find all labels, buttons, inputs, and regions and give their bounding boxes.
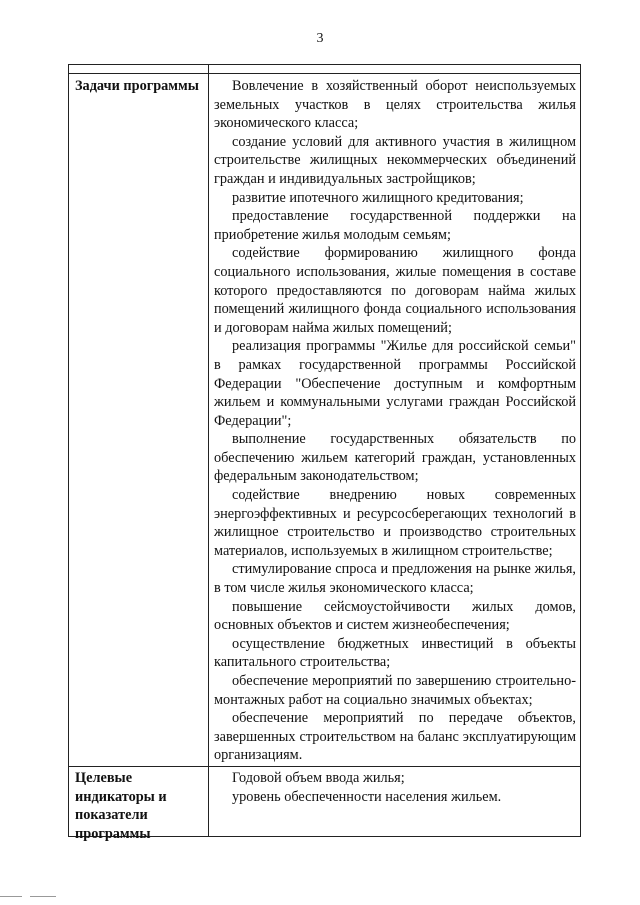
scan-artifact (0, 896, 22, 897)
column-divider (208, 65, 209, 836)
scan-artifact (30, 896, 56, 897)
list-item: создание условий для активного участия в жилищном строительстве жилищных некоммерческих объединений граждан и индивидуальных застройщиков; (214, 133, 576, 187)
list-item: стимулирование спроса и предложения на рынке жилья, в том числе жилья экономического класса; (214, 561, 576, 597)
list-item: развитие ипотечного жилищного кредитования; (232, 189, 524, 206)
list-item: повышение сейсмоустойчивости жилых домов, основных объектов и систем жизнеобеспечения; (214, 598, 576, 634)
table-header-row (69, 65, 580, 74)
row-label-tasks: Задачи программы (75, 78, 199, 94)
list-item: Вовлечение в хозяйственный оборот неиспользуемых земельных участков в целях строительства жилья экономического класса; (214, 78, 576, 132)
list-item: выполнение государственных обязательств по обеспечению жильем категорий граждан, установленных федеральным законодательством; (214, 431, 576, 485)
page-number: 3 (316, 31, 324, 46)
list-item: Годовой объем ввода жилья; (232, 770, 405, 786)
list-item: осуществление бюджетных инвестиций в объекты капитального строительства; (214, 635, 576, 671)
list-item: обеспечение мероприятий по завершению строительно-монтажных работ на социально значимых объектах; (214, 673, 576, 708)
list-item: реализация программы "Жилье для российской семьи" в рамках государственной программы Российской Федерации "Обеспечение доступным и комфортным жильем и коммунальными услугами граждан Российской Федерации"; (214, 338, 576, 429)
list-item: обеспечение мероприятий по передаче объектов, завершенных строительством на баланс эксплуатирующим организациям. (214, 710, 576, 764)
list-item: содействие внедрению новых современных энергоэффективных и ресурсосберегающих технологий в жилищное строительство и производство строительных материалов, используемых в жилищном строительстве; (214, 487, 576, 559)
list-item: предоставление государственной поддержки на приобретение жилья молодым семьям; (214, 208, 576, 243)
row-label-indicators: Целевые индикаторы и показатели программы (75, 770, 167, 842)
indicators-list (214, 769, 576, 806)
tasks-list (214, 77, 576, 765)
program-passport-table (68, 64, 581, 842)
list-item: уровень обеспеченности населения жильем. (232, 788, 502, 805)
row-divider (69, 766, 580, 767)
list-item: содействие формированию жилищного фонда социального использования, жилые помещения в составе которого предоставляются по договорам найма жилых помещений жилищного фонда социального использования и договорам найма жилых помещений; (214, 245, 576, 336)
